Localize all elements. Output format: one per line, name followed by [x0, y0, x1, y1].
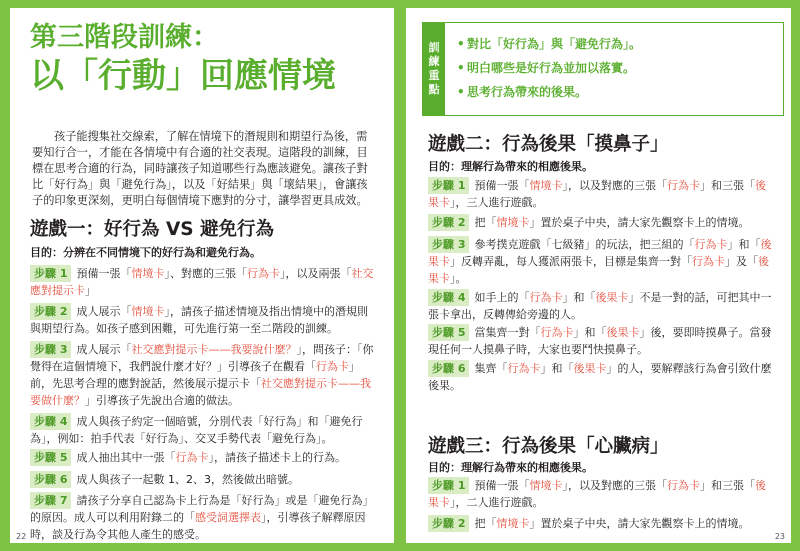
step-item: [30, 471, 378, 488]
step-text: 如手上的「: [474, 291, 530, 304]
card-name: 後果卡: [428, 479, 766, 509]
step-text: 」和「: [540, 362, 574, 375]
step-text: 集齊「: [474, 362, 508, 375]
step-text: 」，三人進行遊戲。: [450, 196, 544, 209]
step-text: 預備一張「: [76, 267, 132, 280]
left-page: [10, 8, 394, 543]
focus-item-text: 思考行為帶來的後果。: [467, 85, 588, 99]
game2-title: 遊戲二：行為後果「摸鼻子」: [428, 134, 669, 155]
card-name: 社交應對提示卡——我要做什麼？: [30, 377, 371, 407]
step-item: [428, 360, 772, 394]
card-name: 行為卡: [316, 360, 349, 373]
step-text: 」，請孩子描述情境及指出情境中的潛規則與期望行為。如孩子感到困難，可先進行第一至二階段的訓練。: [30, 305, 368, 335]
page-number: 22: [16, 532, 27, 541]
step-text: 預備一張「: [474, 179, 530, 192]
intro-paragraph: 孩子能搜集社交線索，了解在情境下的潛規則和期望行為後，需要知行合一，才能在各情境中有合適的社交表現。這階段的訓練，目標在思考合適的行為，同時讓孩子知道哪些行為應該避免。讓孩子對比「好行為」與「避免行為」，以及「好結果」與「壞結果」，會讓孩子的印象更深刻，更明白每個情境下應對的分寸，讓學習更具成效。: [32, 130, 368, 207]
game2-purpose: 目的：理解行為帶來的相應後果。: [428, 160, 593, 173]
step-text: 」，引導孩子解釋原因時，談及行為令其他人產生的感受。: [30, 511, 366, 541]
step-badge: 步驟 3: [428, 236, 469, 253]
step-item: [428, 515, 772, 532]
bullet-icon: •: [457, 85, 465, 99]
focus-tag-char: 點: [428, 83, 440, 96]
card-name: 行為卡: [540, 326, 574, 339]
step-text: 成人與孩子一起數 1、2、3，然後做出暗號。: [76, 473, 299, 486]
training-focus-box: [422, 22, 784, 116]
card-name: 行為卡: [666, 479, 700, 492]
card-name: 行為卡: [175, 451, 209, 464]
step-badge: 步驟 5: [428, 324, 469, 341]
focus-tag-char: 訓: [428, 41, 440, 54]
step-item: [428, 289, 772, 323]
bullet-icon: •: [457, 37, 465, 51]
focus-tag-char: 重: [428, 69, 440, 82]
step-text: 」和「: [727, 238, 761, 251]
step-text: 成人展示「: [76, 343, 132, 356]
card-name: 情境卡: [131, 305, 165, 318]
step-item: [428, 214, 772, 231]
card-name: 情境卡: [529, 479, 563, 492]
card-name: 社交應對提示卡——我要說什麼？: [131, 343, 297, 356]
step-badge: 步驟 6: [428, 360, 469, 377]
card-name: 後果卡: [428, 238, 772, 268]
card-name: 後果卡: [428, 255, 769, 285]
card-name: 情境卡: [131, 267, 165, 280]
bullet-icon: •: [457, 61, 465, 75]
card-name: 行為卡: [694, 238, 728, 251]
step-text: 參考撲克遊戲「七級豬」的玩法，把三組的「: [474, 238, 695, 251]
step-badge: 步驟 4: [428, 289, 469, 306]
step-text: 」置於桌子中央，請大家先觀察卡上的情境。: [529, 517, 750, 530]
card-name: 行為卡: [692, 255, 725, 268]
focus-list: [457, 32, 641, 104]
step-text: 」、對應的三張「: [164, 267, 247, 280]
step-text: 」，問孩子：「你覺得在這個情境下，我們說什麼才好？」引導孩子在觀看「: [30, 343, 374, 373]
card-name: 行為卡: [529, 291, 563, 304]
step-item: [30, 265, 378, 299]
step-badge: 步驟 1: [30, 265, 71, 282]
step-text: 」置於桌子中央，請大家先觀察卡上的情境。: [529, 216, 750, 229]
step-item: [30, 341, 378, 409]
focus-item-text: 明白哪些是好行為並加以落實。: [467, 61, 636, 75]
step-text: 」前，先思考合理的應對說話，然後展示提示卡「: [30, 360, 360, 390]
step-badge: 步驟 3: [30, 341, 71, 358]
step-text: 」。: [450, 272, 467, 285]
step-badge: 步驟 6: [30, 471, 71, 488]
step-text: 」，以及兩張「: [279, 267, 352, 280]
title-line-2: 以「行動」回應情境: [30, 56, 336, 97]
card-name: 後果卡: [428, 179, 766, 209]
step-badge: 步驟 2: [30, 303, 71, 320]
step-text: 把「: [474, 517, 497, 530]
step-item: [428, 177, 772, 211]
step-text: 」不是一對的話，可把其中一張卡拿出，反轉傳給旁邊的人。: [428, 291, 772, 321]
game3-title: 遊戲三：行為後果「心臟病」: [428, 436, 669, 457]
card-name: 社交應對提示卡: [30, 267, 374, 297]
step-item: [30, 492, 378, 543]
step-badge: 步驟 1: [428, 177, 469, 194]
step-text: 」和「: [562, 291, 596, 304]
step-text: 把「: [474, 216, 497, 229]
card-name: 行為卡: [246, 267, 280, 280]
step-badge: 步驟 2: [428, 515, 469, 532]
step-text: 」和「: [573, 326, 607, 339]
step-text: 成人與孩子約定一個暗號，分別代表「好行為」和「避免行為」，例如：拍手代表「好行為」、交叉手勢代表「避免行為」。: [30, 415, 363, 445]
step-badge: 步驟 5: [30, 449, 71, 466]
step-text: 」的人，要解釋該行為會引致什麼後果。: [428, 362, 772, 392]
focus-tag-char: 練: [428, 55, 440, 68]
step-text: 」和三張「: [699, 179, 755, 192]
step-text: 」，以及對應的三張「: [562, 179, 667, 192]
right-page: [406, 8, 791, 543]
step-badge: 步驟 1: [428, 477, 469, 494]
step-text: 」及「: [725, 255, 758, 268]
step-item: [30, 449, 378, 466]
step-item: [428, 477, 772, 511]
focus-item: [457, 56, 641, 80]
step-text: 成人抽出其中一張「: [76, 451, 176, 464]
step-text: 當集齊一對「: [474, 326, 541, 339]
step-text: 」: [85, 284, 96, 297]
card-name: 行為卡: [666, 179, 700, 192]
training-focus-tag: [423, 23, 445, 115]
step-text: 」，以及對應的三張「: [562, 479, 667, 492]
page-number: 23: [774, 532, 785, 541]
card-name: 情境卡: [496, 216, 530, 229]
title-line-1: 第三階段訓練：: [30, 22, 219, 53]
step-text: 」和三張「: [699, 479, 755, 492]
step-badge: 步驟 7: [30, 492, 71, 509]
game3-purpose: 目的：理解行為帶來的相應後果。: [428, 461, 593, 474]
card-name: 後果卡: [595, 291, 629, 304]
card-name: 情境卡: [496, 517, 530, 530]
game1-title: 遊戲一：好行為 VS 避免行為: [30, 219, 275, 240]
focus-item: [457, 80, 641, 104]
step-item: [30, 413, 378, 447]
step-text: 請孩子分享自己認為卡上行為是「好行為」或是「避免行為」的原因。成人可以利用附錄二的「: [30, 494, 374, 524]
card-name: 後果卡: [573, 362, 607, 375]
step-badge: 步驟 4: [30, 413, 71, 430]
card-name: 感受詞選擇表: [195, 511, 261, 524]
step-item: [428, 324, 772, 358]
card-name: 情境卡: [529, 179, 563, 192]
step-text: 」，請孩子描述卡上的行為。: [208, 451, 346, 464]
step-text: 成人展示「: [76, 305, 132, 318]
step-text: 」反轉弄亂，每人獲派兩張卡，目標是集齊一對「: [450, 255, 692, 268]
step-item: [30, 303, 378, 337]
step-badge: 步驟 2: [428, 214, 469, 231]
step-text: 預備一張「: [474, 479, 530, 492]
card-name: 後果卡: [606, 326, 640, 339]
step-item: [428, 236, 772, 287]
focus-item-text: 對比「好行為」與「避免行為」。: [467, 37, 642, 51]
focus-item: [457, 32, 641, 56]
step-text: 」引導孩子先說出合適的做法。: [85, 394, 239, 407]
card-name: 行為卡: [507, 362, 541, 375]
step-text: 」後，要即時摸鼻子。當發現任何一人摸鼻子時，大家也要鬥快摸鼻子。: [428, 326, 772, 356]
game1-purpose: 目的：分辨在不同情境下的好行為和避免行為。: [30, 246, 261, 259]
page-title: [30, 22, 336, 96]
step-text: 」，二人進行遊戲。: [450, 496, 544, 509]
